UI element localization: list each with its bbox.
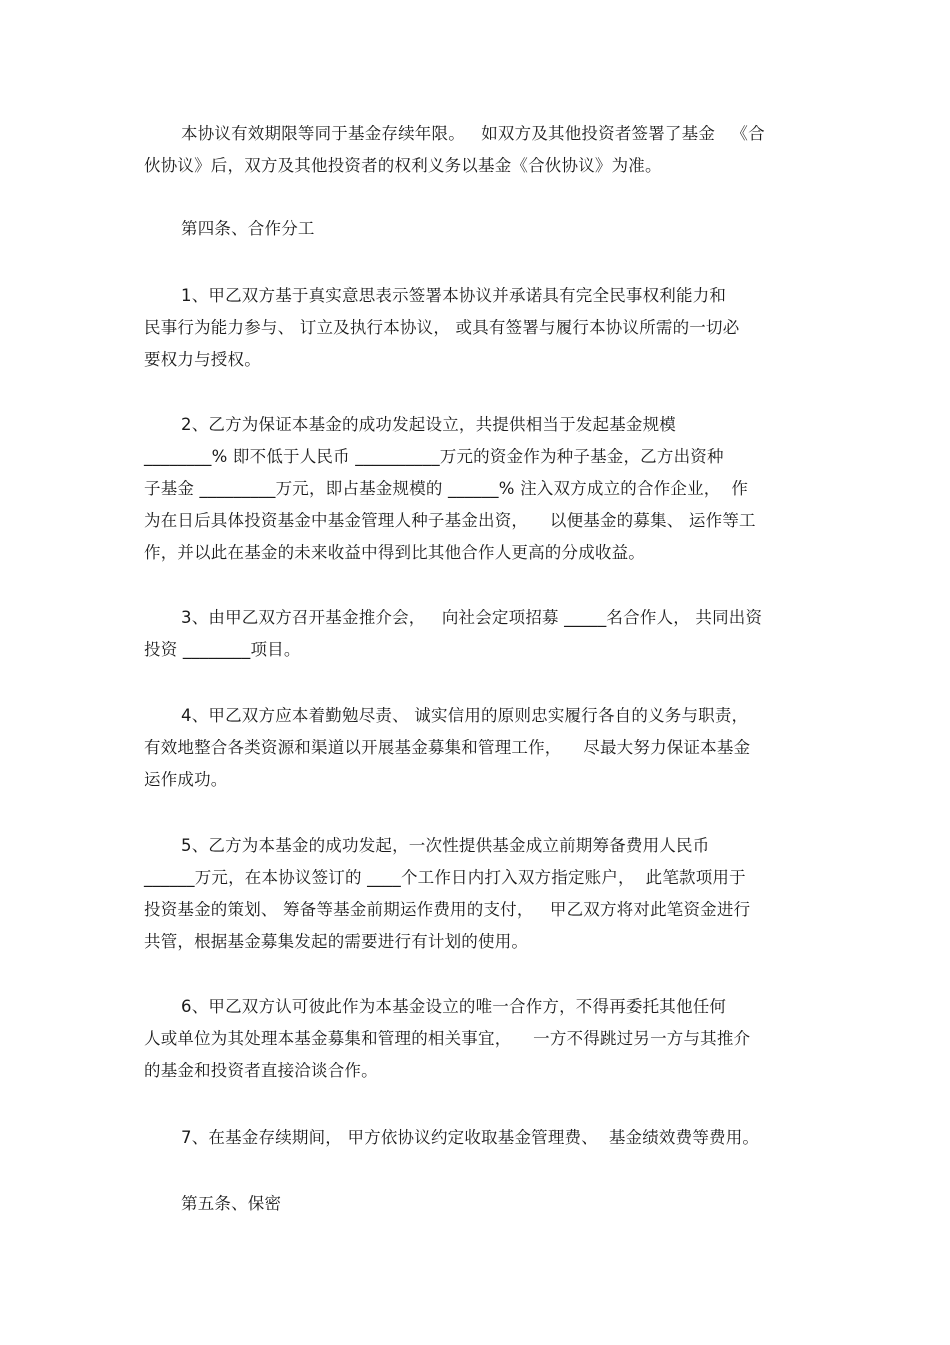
paragraph-line: 本协议有效期限等同于基金存续年限。 如双方及其他投资者签署了基金 《合	[181, 124, 765, 143]
paragraph-line: ______万元，在本协议签订的 ____个工作日内打入双方指定账户， 此笔款项用于	[144, 868, 746, 887]
paragraph-line: 投资 ________项目。	[144, 640, 301, 659]
paragraph-line: ________% 即不低于人民币 __________万元的资金作为种子基金，乙方出资种	[144, 447, 724, 466]
paragraph-item-5	[144, 830, 809, 958]
paragraph-line: 的基金和投资者直接洽谈合作。	[144, 1061, 378, 1080]
paragraph-line: 有效地整合各类资源和渠道以开展基金募集和管理工作， 尽最大努力保证本基金	[144, 738, 751, 757]
paragraph-line: 5、乙方为本基金的成功发起，一次性提供基金成立前期筹备费用人民币	[181, 836, 710, 855]
article-5-heading	[144, 1188, 809, 1220]
paragraph-line: 投资基金的策划、 筹备等基金前期运作费用的支付， 甲乙双方将对此笔资金进行	[144, 900, 751, 919]
paragraph-line: 为在日后具体投资基金中基金管理人种子基金出资， 以便基金的募集、 运作等工	[144, 511, 756, 530]
paragraph-line: 民事行为能力参与、 订立及执行本协议， 或具有签署与履行本协议所需的一切必	[144, 318, 740, 337]
paragraph-item-7	[144, 1122, 809, 1154]
paragraph-line: 人或单位为其处理本基金募集和管理的相关事宜， 一方不得跳过另一方与其推介	[144, 1029, 751, 1048]
paragraph-line: 7、在基金存续期间， 甲方依协议约定收取基金管理费、 基金绩效费等费用。	[181, 1128, 760, 1147]
paragraph-item-2	[144, 409, 809, 569]
paragraph-line: 4、甲乙双方应本着勤勉尽责、 诚实信用的原则忠实履行各自的义务与职责，	[181, 706, 749, 725]
section-heading: 第四条、合作分工	[181, 219, 315, 238]
paragraph-line: 2、乙方为保证本基金的成功发起设立，共提供相当于发起基金规模	[181, 415, 676, 434]
paragraph-item-4	[144, 700, 809, 796]
paragraph-item-6	[144, 991, 809, 1087]
section-heading: 第五条、保密	[181, 1194, 282, 1213]
paragraph-line: 子基金 _________万元，即占基金规模的 ______% 注入双方成立的合作企业， 作	[144, 479, 749, 498]
paragraph-validity	[144, 118, 809, 182]
paragraph-line: 共管，根据基金募集发起的需要进行有计划的使用。	[144, 932, 529, 951]
paragraph-line: 1、甲乙双方基于真实意思表示签署本协议并承诺具有完全民事权利能力和	[181, 286, 727, 305]
paragraph-line: 6、甲乙双方认可彼此作为本基金设立的唯一合作方，不得再委托其他任何	[181, 997, 727, 1016]
paragraph-line: 要权力与授权。	[144, 350, 261, 369]
paragraph-item-3	[144, 602, 809, 666]
article-4-heading	[144, 213, 809, 245]
paragraph-line: 作，并以此在基金的未来收益中得到比其他合作人更高的分成收益。	[144, 543, 645, 562]
paragraph-line: 3、由甲乙双方召开基金推介会， 向社会定项招募 _____名合作人， 共同出资	[181, 608, 763, 627]
paragraph-item-1	[144, 280, 809, 376]
paragraph-line: 伙协议》后，双方及其他投资者的权利义务以基金《合伙协议》为准。	[144, 156, 662, 175]
paragraph-line: 运作成功。	[144, 770, 228, 789]
